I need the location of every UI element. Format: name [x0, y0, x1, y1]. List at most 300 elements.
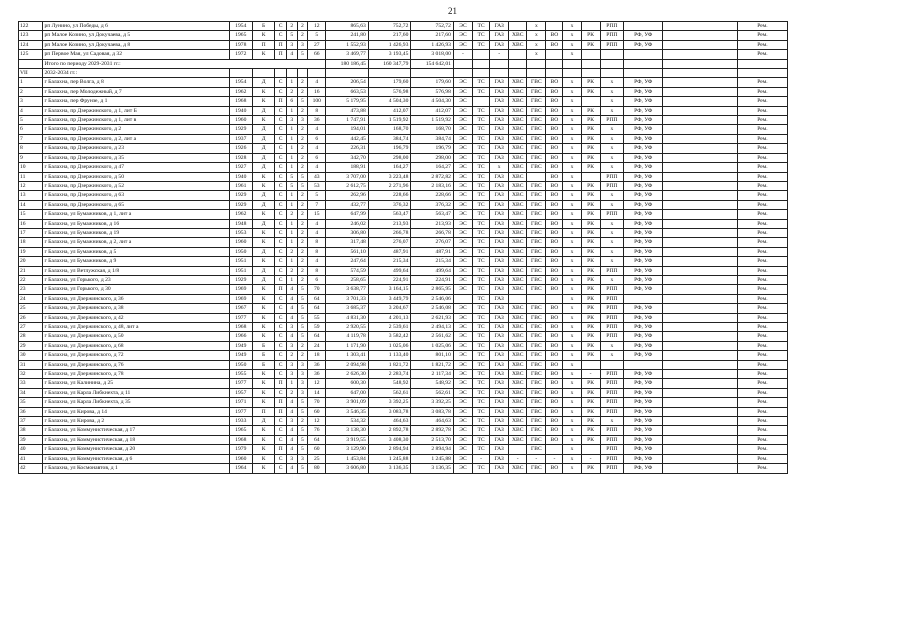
table-cell: г Балахна, пр Дзержинского, д 1, лит в [43, 116, 229, 125]
table-cell: 266,78 [411, 228, 454, 237]
table-cell: ХВС [509, 125, 527, 134]
table-cell: 64 [308, 304, 326, 313]
table-cell: 1968 [229, 97, 252, 106]
table-row [19, 407, 788, 416]
table-cell: ХВС [509, 31, 527, 40]
table-cell: 3 449,79 [368, 294, 411, 303]
table-cell: Рем. [737, 379, 787, 388]
table-cell: 2 894,94 [368, 445, 411, 454]
table-cell: ВО [546, 417, 563, 426]
table-cell: 1 [286, 106, 297, 115]
table-cell: г Балахна, пер Молодежный, д 7 [43, 87, 229, 96]
table-cell [490, 59, 509, 68]
table-cell: С [275, 454, 287, 463]
table-cell: 18 [19, 238, 43, 247]
table-cell [663, 40, 737, 49]
table-cell: ГАЗ [490, 332, 509, 341]
table-cell: Рем. [737, 31, 787, 40]
table-row [19, 238, 788, 247]
table-cell: ГАЗ [490, 370, 509, 379]
table-cell [546, 50, 563, 59]
table-cell: 342,70 [326, 153, 369, 162]
table-cell: 3 685,37 [326, 304, 369, 313]
table-cell: 3 223,48 [368, 172, 411, 181]
table-cell: ГВС [527, 210, 546, 219]
table-cell: 4 [308, 219, 326, 228]
table-cell: 3 [297, 360, 308, 369]
table-cell: ГАЗ [490, 200, 509, 209]
table-cell: ВО [546, 31, 563, 40]
table-cell: РК [581, 426, 600, 435]
table-cell: Б [252, 351, 274, 360]
table-cell: ЭС [453, 163, 472, 172]
table-cell: 53 [308, 181, 326, 190]
table-cell: ТС [473, 398, 490, 407]
table-cell: 2 546,08 [411, 304, 454, 313]
table-cell: г Балахна, ул Бумажников, д 9 [43, 257, 229, 266]
table-cell: П [275, 445, 287, 454]
table-cell: Д [252, 134, 274, 143]
table-cell: ХВС [509, 228, 527, 237]
table-cell [663, 69, 737, 78]
table-cell: 7 [19, 134, 43, 143]
table-cell: ВО [546, 200, 563, 209]
table-cell: ХВС [509, 407, 527, 416]
table-cell: г Балахна, ул Бумажников, д 2, лит а [43, 238, 229, 247]
table-cell: ГВС [527, 125, 546, 134]
table-cell: г Балахна, ул Дзержинского, д 72 [43, 351, 229, 360]
table-cell: ТС [473, 106, 490, 115]
table-cell: РФ, УФ [624, 144, 663, 153]
table-cell: 1957 [229, 388, 252, 397]
table-cell: 1 [286, 379, 297, 388]
table-cell: ЭС [453, 285, 472, 294]
table-cell: ЭС [453, 341, 472, 350]
table-cell [326, 69, 369, 78]
table-cell [663, 257, 737, 266]
table-cell [453, 294, 472, 303]
table-cell [663, 313, 737, 322]
table-cell: 1 426,93 [411, 40, 454, 49]
table-cell: ГАЗ [490, 341, 509, 350]
table-cell: ГАЗ [490, 454, 509, 463]
table-cell: ГВС [527, 106, 546, 115]
table-cell: 2 [297, 210, 308, 219]
table-cell: 2 283,74 [368, 370, 411, 379]
table-row [19, 445, 788, 454]
table-row [19, 40, 788, 49]
table-cell: х [563, 106, 581, 115]
table-cell: 4 [286, 294, 297, 303]
table-cell: К [252, 210, 274, 219]
table-cell [663, 445, 737, 454]
table-cell: 2 894,94 [411, 445, 454, 454]
table-cell: ТС [473, 257, 490, 266]
table-cell: С [275, 228, 287, 237]
table-row [19, 97, 788, 106]
table-cell: С [275, 247, 287, 256]
table-cell: 487,91 [411, 247, 454, 256]
table-cell: 3 919,55 [326, 435, 369, 444]
table-cell: 576,98 [411, 87, 454, 96]
table-cell: г Балахна, пр Дзержинского, д 50 [43, 172, 229, 181]
table-cell: 29 [19, 341, 43, 350]
table-cell [473, 69, 490, 78]
table-cell: Рем. [737, 370, 787, 379]
table-cell: РПП [600, 323, 623, 332]
table-cell: К [252, 388, 274, 397]
table-cell: Д [252, 153, 274, 162]
table-cell: 14 [308, 388, 326, 397]
table-cell: 3 [286, 454, 297, 463]
table-cell [663, 454, 737, 463]
table-cell [509, 50, 527, 59]
table-cell: 6 [308, 153, 326, 162]
table-cell: Б [252, 22, 274, 31]
table-cell: ХВС [509, 332, 527, 341]
table-cell: Рем. [737, 247, 787, 256]
table-cell: ВО [546, 125, 563, 134]
table-cell: 16 [308, 87, 326, 96]
table-cell: РПП [600, 454, 623, 463]
table-cell: ХВС [509, 370, 527, 379]
table-cell: ГВС [527, 323, 546, 332]
table-cell [663, 351, 737, 360]
table-cell: ХВС [509, 388, 527, 397]
table-cell: РК [581, 323, 600, 332]
table-cell: ГАЗ [490, 97, 509, 106]
table-cell: 13 [19, 191, 43, 200]
table-cell: ЭС [453, 106, 472, 115]
table-cell: х [563, 379, 581, 388]
table-cell: 4 [286, 304, 297, 313]
table-cell [663, 435, 737, 444]
table-cell: ГВС [527, 407, 546, 416]
table-cell: г Балахна, пр Дзержинского, д 23 [43, 144, 229, 153]
table-cell: РПП [600, 388, 623, 397]
table-cell: х [490, 163, 509, 172]
table-cell: 2 [297, 78, 308, 87]
table-cell: К [252, 370, 274, 379]
table-cell: РФ, УФ [624, 398, 663, 407]
table-cell: 2 117,34 [411, 370, 454, 379]
table-cell: РПП [600, 435, 623, 444]
table-cell: РФ, УФ [624, 332, 663, 341]
table-cell: 1 [286, 163, 297, 172]
table-cell: х [600, 78, 623, 87]
table-cell: х [563, 360, 581, 369]
table-cell: Рем. [737, 454, 787, 463]
table-cell: К [252, 426, 274, 435]
table-cell: ТС [473, 22, 490, 31]
table-cell: 196,79 [411, 144, 454, 153]
table-cell: ХВС [509, 247, 527, 256]
table-cell: 1968 [229, 435, 252, 444]
table-cell: Рем. [737, 257, 787, 266]
table-cell: 226,31 [326, 144, 369, 153]
table-cell: Рем. [737, 360, 787, 369]
table-cell: 30 [19, 351, 43, 360]
table-cell: 15 [308, 210, 326, 219]
table-cell: К [252, 97, 274, 106]
table-row [19, 22, 788, 31]
table-cell: РК [581, 191, 600, 200]
table-cell: - [453, 50, 472, 59]
table-cell: ВО [546, 379, 563, 388]
table-row [19, 398, 788, 407]
table-cell [509, 445, 527, 454]
table-cell: 2 [19, 87, 43, 96]
table-cell: РФ, УФ [624, 257, 663, 266]
table-cell: РК [581, 125, 600, 134]
table-cell: 464,63 [411, 417, 454, 426]
table-cell: ЭС [453, 398, 472, 407]
table-cell: 2 [297, 31, 308, 40]
table-cell: Д [252, 163, 274, 172]
table-cell: РФ, УФ [624, 40, 663, 49]
table-cell: ВО [546, 172, 563, 181]
table-row [19, 294, 788, 303]
table-cell: С [275, 31, 287, 40]
table-cell: РФ, УФ [624, 31, 663, 40]
table-cell: ВО [546, 97, 563, 106]
table-row [19, 332, 788, 341]
section-header-row [19, 69, 788, 78]
table-cell [509, 59, 527, 68]
table-cell: г Балахна, ул Кирова, д 2 [43, 417, 229, 426]
table-cell: 43 [308, 172, 326, 181]
table-cell: РК [581, 181, 600, 190]
table-cell [473, 97, 490, 106]
table-cell: ГАЗ [490, 134, 509, 143]
table-cell: С [275, 266, 287, 275]
table-cell: Д [252, 247, 274, 256]
table-cell: 36 [308, 360, 326, 369]
table-cell: ТС [473, 407, 490, 416]
table-cell: 60 [308, 407, 326, 416]
table-cell [663, 125, 737, 134]
table-cell: 5 [297, 435, 308, 444]
table-cell: х [600, 417, 623, 426]
table-cell: ТС [473, 379, 490, 388]
table-cell: ГАЗ [490, 106, 509, 115]
table-cell: г Балахна, ул Бумажников, д 19 [43, 228, 229, 237]
table-cell: С [275, 172, 287, 181]
table-cell [663, 172, 737, 181]
table-cell [275, 69, 287, 78]
table-cell: 298,00 [368, 153, 411, 162]
table-cell: 4 [308, 257, 326, 266]
table-cell: ХВС [509, 200, 527, 209]
table-cell: ТС [473, 238, 490, 247]
table-cell: ГАЗ [490, 210, 509, 219]
table-cell: С [275, 332, 287, 341]
table-cell: ТС [473, 191, 490, 200]
table-cell: 3 136,35 [368, 464, 411, 473]
table-cell: РФ, УФ [624, 97, 663, 106]
table-row [19, 426, 788, 435]
table-cell: ВО [546, 464, 563, 473]
table-cell: ВО [546, 323, 563, 332]
table-cell [286, 69, 297, 78]
table-cell [546, 59, 563, 68]
table-cell: 22 [19, 275, 43, 284]
table-cell [490, 69, 509, 78]
table-cell [663, 134, 737, 143]
table-cell: 2 [286, 87, 297, 96]
table-cell: 4 [308, 78, 326, 87]
table-cell: 266,78 [368, 228, 411, 237]
table-cell: ХВС [509, 266, 527, 275]
table-cell: ГВС [527, 275, 546, 284]
table-cell: 213,93 [368, 219, 411, 228]
table-cell: ЭС [453, 360, 472, 369]
table-cell [546, 22, 563, 31]
table-cell [546, 69, 563, 78]
table-cell: РК [581, 266, 600, 275]
table-cell: ГАЗ [490, 153, 509, 162]
table-cell: ХВС [509, 285, 527, 294]
table-cell: 3 901,09 [326, 398, 369, 407]
table-row [19, 144, 788, 153]
table-cell: П [275, 50, 287, 59]
table-cell: Рем. [737, 163, 787, 172]
table-cell: П [275, 40, 287, 49]
table-cell: РК [581, 219, 600, 228]
table-cell: С [275, 341, 287, 350]
table-cell: 2 494,13 [411, 323, 454, 332]
table-cell: 2 [297, 417, 308, 426]
table-cell: ХВС [509, 163, 527, 172]
table-cell [581, 22, 600, 31]
table-cell: 1 519,92 [411, 116, 454, 125]
table-cell: 262,96 [326, 191, 369, 200]
table-cell: ВО [546, 370, 563, 379]
table-row [19, 304, 788, 313]
table-cell: 1962 [229, 210, 252, 219]
table-cell: РФ, УФ [624, 172, 663, 181]
table-cell: РК [581, 435, 600, 444]
table-cell: 3 392,25 [368, 398, 411, 407]
table-cell: ГАЗ [490, 238, 509, 247]
table-cell [546, 294, 563, 303]
table-cell: 576,98 [368, 87, 411, 96]
table-cell: 76 [308, 426, 326, 435]
table-cell: 5 [297, 97, 308, 106]
table-cell: 2 [297, 238, 308, 247]
table-cell: С [275, 370, 287, 379]
table-cell: ВО [546, 351, 563, 360]
table-cell: РК [581, 116, 600, 125]
table-cell: х [563, 153, 581, 162]
table-cell: П [275, 407, 287, 416]
table-cell: ВО [546, 388, 563, 397]
table-cell: П [275, 97, 287, 106]
table-cell: 36 [308, 370, 326, 379]
table-cell: х [600, 257, 623, 266]
table-cell: г Балахна, ул Калинина, д 25 [43, 379, 229, 388]
table-cell: ХВС [509, 134, 527, 143]
table-cell [581, 59, 600, 68]
table-cell: С [275, 313, 287, 322]
table-cell [663, 294, 737, 303]
table-cell: 15 [19, 210, 43, 219]
table-cell: г Балахна, пр Дзержинского, д 35 [43, 153, 229, 162]
table-cell: ТС [473, 370, 490, 379]
table-cell: г Балахна, пер Волга, д 8 [43, 78, 229, 87]
table-cell [663, 379, 737, 388]
table-cell [624, 360, 663, 369]
table-cell: 247,64 [326, 257, 369, 266]
table-row [19, 370, 788, 379]
table-cell: х [527, 31, 546, 40]
table-row [19, 106, 788, 115]
table-cell: ГВС [527, 379, 546, 388]
table-cell: ГАЗ [490, 266, 509, 275]
table-cell: г Балахна, пр Дзержинского, д 52 [43, 181, 229, 190]
table-cell: К [252, 181, 274, 190]
table-cell: Д [252, 266, 274, 275]
table-cell: 2 892,78 [411, 426, 454, 435]
table-row [19, 181, 788, 190]
table-row [19, 50, 788, 59]
table-cell: 3 083,78 [411, 407, 454, 416]
table-cell: ГАЗ [490, 40, 509, 49]
table-cell: С [275, 78, 287, 87]
table-cell: С [275, 435, 287, 444]
table-cell: 1 025,06 [368, 341, 411, 350]
table-cell: С [275, 304, 287, 313]
table-cell: 1969 [229, 294, 252, 303]
table-cell [737, 59, 787, 68]
table-cell: ВО [546, 116, 563, 125]
table-cell: РК [581, 210, 600, 219]
table-cell: 5 [297, 426, 308, 435]
table-cell: С [275, 191, 287, 200]
table-cell: РФ, УФ [624, 191, 663, 200]
period-total-value: 180 186,45 [326, 59, 369, 68]
table-cell: ХВС [509, 238, 527, 247]
table-cell: РФ, УФ [624, 116, 663, 125]
table-cell: х [563, 22, 581, 31]
table-cell: ГАЗ [490, 426, 509, 435]
table-cell: ГАЗ [490, 407, 509, 416]
table-cell: 6 [19, 125, 43, 134]
table-cell: ГАЗ [490, 304, 509, 313]
table-cell: С [275, 200, 287, 209]
table-cell: РК [581, 379, 600, 388]
table-cell: х [563, 87, 581, 96]
table-cell: 2 [297, 153, 308, 162]
table-cell [509, 69, 527, 78]
table-cell: РПП [600, 294, 623, 303]
table-cell: 21 [19, 266, 43, 275]
table-cell: ГВС [527, 134, 546, 143]
table-cell: 40 [19, 445, 43, 454]
table-cell: 2 [297, 228, 308, 237]
table-cell: 1940 [229, 172, 252, 181]
table-cell: ЭС [453, 181, 472, 190]
table-cell [509, 22, 527, 31]
table-cell: х [600, 87, 623, 96]
table-cell: РК [581, 228, 600, 237]
table-cell: ГАЗ [490, 116, 509, 125]
table-cell: 164,27 [368, 163, 411, 172]
table-cell: 224,91 [368, 275, 411, 284]
table-cell: г Балахна, ул Дзержинского, д 38 [43, 304, 229, 313]
table-cell: х [563, 247, 581, 256]
table-cell: х [563, 200, 581, 209]
